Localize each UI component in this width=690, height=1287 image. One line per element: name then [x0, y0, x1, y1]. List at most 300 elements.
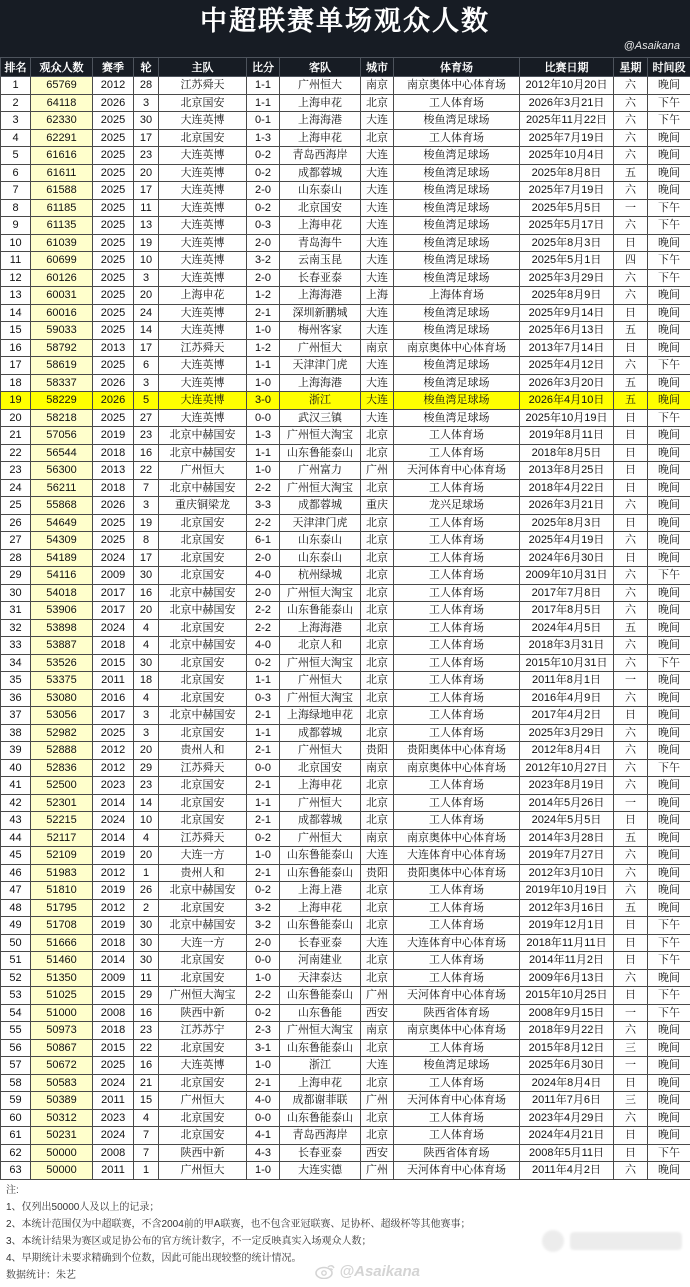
weekday-cell: 六 — [614, 724, 648, 742]
attendance-table — [0, 57, 690, 1180]
date-cell: 2014年3月28日 — [520, 829, 614, 847]
home-team-cell: 大连英博 — [159, 357, 247, 375]
stadium-cell: 梭鱼湾足球场 — [394, 374, 520, 392]
time-slot-cell: 下午 — [648, 1144, 690, 1162]
rank-cell: 21 — [1, 427, 31, 445]
season-cell: 2009 — [93, 567, 134, 585]
attendance-cell: 50000 — [31, 1144, 93, 1162]
season-cell: 2018 — [93, 1022, 134, 1040]
home-team-cell: 大连英博 — [159, 409, 247, 427]
rank-cell: 62 — [1, 1144, 31, 1162]
weekday-cell: 六 — [614, 654, 648, 672]
home-team-cell: 江苏舜天 — [159, 77, 247, 95]
rank-cell: 34 — [1, 654, 31, 672]
home-team-cell: 北京中赫国安 — [159, 479, 247, 497]
table-row — [1, 497, 690, 515]
weekday-cell: 五 — [614, 374, 648, 392]
season-cell: 2025 — [93, 409, 134, 427]
season-cell: 2012 — [93, 742, 134, 760]
round-cell: 3 — [134, 269, 159, 287]
attendance-cell: 51795 — [31, 899, 93, 917]
city-cell: 北京 — [361, 129, 394, 147]
away-team-cell: 广州恒大淘宝 — [280, 689, 361, 707]
score-cell: 1-2 — [247, 287, 280, 305]
date-cell: 2009年6月13日 — [520, 969, 614, 987]
column-header-home-team: 主队 — [159, 58, 247, 77]
score-cell: 2-0 — [247, 549, 280, 567]
season-cell: 2019 — [93, 917, 134, 935]
away-team-cell: 上海申花 — [280, 1074, 361, 1092]
attendance-cell: 58337 — [31, 374, 93, 392]
city-cell: 大连 — [361, 269, 394, 287]
away-team-cell: 大连实德 — [280, 1162, 361, 1180]
round-cell: 13 — [134, 217, 159, 235]
season-cell: 2012 — [93, 864, 134, 882]
stadium-cell: 贵阳奥体中心体育场 — [394, 742, 520, 760]
city-cell: 大连 — [361, 934, 394, 952]
home-team-cell: 北京国安 — [159, 777, 247, 795]
home-team-cell: 贵州人和 — [159, 742, 247, 760]
date-cell: 2018年8月5日 — [520, 444, 614, 462]
date-cell: 2011年7月6日 — [520, 1092, 614, 1110]
time-slot-cell: 晚间 — [648, 1092, 690, 1110]
stadium-cell: 工人体育场 — [394, 479, 520, 497]
rank-cell: 4 — [1, 129, 31, 147]
column-header-round: 轮 — [134, 58, 159, 77]
season-cell: 2016 — [93, 689, 134, 707]
weekday-cell: 六 — [614, 1109, 648, 1127]
author-watermark-top: @Asaikana — [0, 39, 690, 53]
city-cell: 大连 — [361, 199, 394, 217]
away-team-cell: 山东鲁能 — [280, 1004, 361, 1022]
table-row — [1, 304, 690, 322]
weekday-cell: 三 — [614, 1039, 648, 1057]
time-slot-cell: 晚间 — [648, 1109, 690, 1127]
score-cell: 3-0 — [247, 392, 280, 410]
date-cell: 2018年11月11日 — [520, 934, 614, 952]
table-row — [1, 672, 690, 690]
attendance-cell: 50583 — [31, 1074, 93, 1092]
table-row — [1, 269, 690, 287]
weekday-cell: 六 — [614, 847, 648, 865]
score-cell: 3-3 — [247, 497, 280, 515]
table-row — [1, 129, 690, 147]
home-team-cell: 江苏舜天 — [159, 829, 247, 847]
season-cell: 2012 — [93, 77, 134, 95]
attendance-cell: 57056 — [31, 427, 93, 445]
weekday-cell: 五 — [614, 322, 648, 340]
away-team-cell: 杭州绿城 — [280, 567, 361, 585]
score-cell: 2-2 — [247, 514, 280, 532]
city-cell: 北京 — [361, 812, 394, 830]
home-team-cell: 大连英博 — [159, 112, 247, 130]
title-bar — [0, 0, 690, 57]
weekday-cell: 日 — [614, 812, 648, 830]
attendance-cell: 56544 — [31, 444, 93, 462]
rank-cell: 52 — [1, 969, 31, 987]
away-team-cell: 长春亚泰 — [280, 934, 361, 952]
date-cell: 2008年9月15日 — [520, 1004, 614, 1022]
weekday-cell: 日 — [614, 1144, 648, 1162]
city-cell: 大连 — [361, 1057, 394, 1075]
date-cell: 2014年5月26日 — [520, 794, 614, 812]
score-cell: 1-1 — [247, 77, 280, 95]
date-cell: 2025年3月29日 — [520, 269, 614, 287]
round-cell: 16 — [134, 584, 159, 602]
round-cell: 3 — [134, 374, 159, 392]
rank-cell: 26 — [1, 514, 31, 532]
weekday-cell: 五 — [614, 392, 648, 410]
round-cell: 30 — [134, 112, 159, 130]
stadium-cell: 梭鱼湾足球场 — [394, 182, 520, 200]
score-cell: 0-0 — [247, 409, 280, 427]
weekday-cell: 日 — [614, 234, 648, 252]
round-cell: 16 — [134, 444, 159, 462]
date-cell: 2024年4月21日 — [520, 1127, 614, 1145]
away-team-cell: 上海申花 — [280, 899, 361, 917]
home-team-cell: 大连英博 — [159, 304, 247, 322]
score-cell: 0-2 — [247, 147, 280, 165]
score-cell: 2-1 — [247, 777, 280, 795]
stadium-cell: 南京奥体中心体育场 — [394, 759, 520, 777]
season-cell: 2026 — [93, 374, 134, 392]
weekday-cell: 日 — [614, 952, 648, 970]
score-cell: 1-3 — [247, 129, 280, 147]
rank-cell: 36 — [1, 689, 31, 707]
stadium-cell: 工人体育场 — [394, 794, 520, 812]
round-cell: 14 — [134, 794, 159, 812]
home-team-cell: 北京国安 — [159, 689, 247, 707]
date-cell: 2026年3月21日 — [520, 497, 614, 515]
weekday-cell: 六 — [614, 689, 648, 707]
season-cell: 2018 — [93, 479, 134, 497]
away-team-cell: 成都蓉城 — [280, 724, 361, 742]
city-cell: 贵阳 — [361, 864, 394, 882]
time-slot-cell: 晚间 — [648, 479, 690, 497]
footnote-line: 3、本统计结果为赛区或足协公布的官方统计数字，不一定反映真实入场观众人数； — [6, 1236, 684, 1248]
date-cell: 2025年6月13日 — [520, 322, 614, 340]
time-slot-cell: 晚间 — [648, 164, 690, 182]
home-team-cell: 广州恒大 — [159, 1162, 247, 1180]
home-team-cell: 北京中赫国安 — [159, 427, 247, 445]
away-team-cell: 上海申花 — [280, 94, 361, 112]
table-row — [1, 409, 690, 427]
date-cell: 2026年3月20日 — [520, 374, 614, 392]
score-cell: 0-2 — [247, 829, 280, 847]
attendance-cell: 52117 — [31, 829, 93, 847]
stadium-cell: 梭鱼湾足球场 — [394, 357, 520, 375]
city-cell: 北京 — [361, 707, 394, 725]
round-cell: 17 — [134, 549, 159, 567]
attendance-cell: 52215 — [31, 812, 93, 830]
stadium-cell: 天河体育中心体育场 — [394, 462, 520, 480]
away-team-cell: 山东泰山 — [280, 532, 361, 550]
time-slot-cell: 下午 — [648, 759, 690, 777]
time-slot-cell: 下午 — [648, 934, 690, 952]
city-cell: 北京 — [361, 549, 394, 567]
away-team-cell: 山东鲁能泰山 — [280, 917, 361, 935]
rank-cell: 30 — [1, 584, 31, 602]
away-team-cell: 成都蓉城 — [280, 164, 361, 182]
season-cell: 2025 — [93, 724, 134, 742]
table-row — [1, 1092, 690, 1110]
score-cell: 1-1 — [247, 672, 280, 690]
round-cell: 2 — [134, 899, 159, 917]
stadium-cell: 工人体育场 — [394, 637, 520, 655]
city-cell: 北京 — [361, 672, 394, 690]
stadium-cell: 贵阳奥体中心体育场 — [394, 864, 520, 882]
round-cell: 29 — [134, 987, 159, 1005]
time-slot-cell: 晚间 — [648, 742, 690, 760]
home-team-cell: 广州恒大 — [159, 462, 247, 480]
away-team-cell: 天津泰达 — [280, 969, 361, 987]
season-cell: 2015 — [93, 1039, 134, 1057]
home-team-cell: 重庆铜梁龙 — [159, 497, 247, 515]
score-cell: 1-0 — [247, 1162, 280, 1180]
notes-label: 注: — [6, 1185, 684, 1197]
score-cell: 2-2 — [247, 619, 280, 637]
weekday-cell: 日 — [614, 427, 648, 445]
attendance-cell: 54189 — [31, 549, 93, 567]
score-cell: 2-1 — [247, 1074, 280, 1092]
score-cell: 2-0 — [247, 269, 280, 287]
date-cell: 2017年8月5日 — [520, 602, 614, 620]
table-row — [1, 934, 690, 952]
away-team-cell: 上海申花 — [280, 217, 361, 235]
footnotes — [0, 1180, 690, 1282]
attendance-cell: 53887 — [31, 637, 93, 655]
table-row — [1, 479, 690, 497]
city-cell: 大连 — [361, 409, 394, 427]
home-team-cell: 大连英博 — [159, 322, 247, 340]
score-cell: 0-2 — [247, 882, 280, 900]
rank-cell: 39 — [1, 742, 31, 760]
score-cell: 1-2 — [247, 339, 280, 357]
round-cell: 30 — [134, 934, 159, 952]
rank-cell: 58 — [1, 1074, 31, 1092]
stadium-cell: 工人体育场 — [394, 602, 520, 620]
rank-cell: 35 — [1, 672, 31, 690]
footnote-line: 4、早期统计未要求精确到个位数，因此可能出现较整的统计情况。 — [6, 1253, 684, 1265]
weekday-cell: 六 — [614, 287, 648, 305]
time-slot-cell: 晚间 — [648, 672, 690, 690]
rank-cell: 3 — [1, 112, 31, 130]
round-cell: 7 — [134, 1144, 159, 1162]
score-cell: 0-2 — [247, 654, 280, 672]
date-cell: 2025年9月14日 — [520, 304, 614, 322]
time-slot-cell: 晚间 — [648, 77, 690, 95]
date-cell: 2025年7月19日 — [520, 129, 614, 147]
round-cell: 30 — [134, 917, 159, 935]
stadium-cell: 工人体育场 — [394, 584, 520, 602]
weekday-cell: 日 — [614, 514, 648, 532]
time-slot-cell: 下午 — [648, 199, 690, 217]
city-cell: 南京 — [361, 1022, 394, 1040]
weekday-cell: 一 — [614, 794, 648, 812]
score-cell: 1-0 — [247, 322, 280, 340]
rank-cell: 29 — [1, 567, 31, 585]
season-cell: 2025 — [93, 129, 134, 147]
date-cell: 2025年8月3日 — [520, 234, 614, 252]
rank-cell: 32 — [1, 619, 31, 637]
round-cell: 3 — [134, 497, 159, 515]
stadium-cell: 工人体育场 — [394, 777, 520, 795]
stadium-cell: 梭鱼湾足球场 — [394, 269, 520, 287]
table-row — [1, 724, 690, 742]
rank-cell: 47 — [1, 882, 31, 900]
table-row — [1, 147, 690, 165]
weekday-cell: 六 — [614, 94, 648, 112]
away-team-cell: 成都谢菲联 — [280, 1092, 361, 1110]
attendance-cell: 50672 — [31, 1057, 93, 1075]
corner-watermark — [542, 1228, 682, 1254]
table-row — [1, 777, 690, 795]
rank-cell: 41 — [1, 777, 31, 795]
time-slot-cell: 晚间 — [648, 794, 690, 812]
weekday-cell: 五 — [614, 899, 648, 917]
time-slot-cell: 晚间 — [648, 514, 690, 532]
time-slot-cell: 晚间 — [648, 777, 690, 795]
city-cell: 大连 — [361, 234, 394, 252]
stadium-cell: 工人体育场 — [394, 899, 520, 917]
time-slot-cell: 晚间 — [648, 304, 690, 322]
season-cell: 2025 — [93, 514, 134, 532]
rank-cell: 49 — [1, 917, 31, 935]
time-slot-cell: 晚间 — [648, 812, 690, 830]
away-team-cell: 上海申花 — [280, 129, 361, 147]
away-team-cell: 广州恒大 — [280, 672, 361, 690]
season-cell: 2025 — [93, 112, 134, 130]
city-cell: 大连 — [361, 164, 394, 182]
time-slot-cell: 晚间 — [648, 689, 690, 707]
season-cell: 2014 — [93, 829, 134, 847]
score-cell: 0-3 — [247, 689, 280, 707]
city-cell: 广州 — [361, 1092, 394, 1110]
time-slot-cell: 晚间 — [648, 707, 690, 725]
attendance-cell: 50867 — [31, 1039, 93, 1057]
season-cell: 2026 — [93, 392, 134, 410]
round-cell: 23 — [134, 147, 159, 165]
round-cell: 23 — [134, 427, 159, 445]
time-slot-cell: 下午 — [648, 1004, 690, 1022]
city-cell: 北京 — [361, 567, 394, 585]
rank-cell: 48 — [1, 899, 31, 917]
attendance-cell: 61611 — [31, 164, 93, 182]
away-team-cell: 上海海港 — [280, 287, 361, 305]
table-row — [1, 829, 690, 847]
weekday-cell: 六 — [614, 567, 648, 585]
time-slot-cell: 晚间 — [648, 899, 690, 917]
table-row — [1, 952, 690, 970]
attendance-cell: 56211 — [31, 479, 93, 497]
weekday-cell: 六 — [614, 269, 648, 287]
round-cell: 20 — [134, 847, 159, 865]
season-cell: 2025 — [93, 287, 134, 305]
round-cell: 4 — [134, 689, 159, 707]
rank-cell: 1 — [1, 77, 31, 95]
round-cell: 11 — [134, 969, 159, 987]
attendance-cell: 62330 — [31, 112, 93, 130]
attendance-cell: 58229 — [31, 392, 93, 410]
weekday-cell: 日 — [614, 304, 648, 322]
city-cell: 北京 — [361, 1127, 394, 1145]
date-cell: 2024年4月5日 — [520, 619, 614, 637]
stadium-cell: 大连体育中心体育场 — [394, 847, 520, 865]
score-cell: 3-2 — [247, 917, 280, 935]
time-slot-cell: 晚间 — [648, 619, 690, 637]
attendance-cell: 60016 — [31, 304, 93, 322]
score-cell: 2-1 — [247, 304, 280, 322]
round-cell: 16 — [134, 1004, 159, 1022]
stadium-cell: 工人体育场 — [394, 707, 520, 725]
time-slot-cell: 晚间 — [648, 392, 690, 410]
home-team-cell: 北京国安 — [159, 514, 247, 532]
city-cell: 大连 — [361, 112, 394, 130]
table-row — [1, 427, 690, 445]
score-cell: 2-0 — [247, 182, 280, 200]
time-slot-cell: 下午 — [648, 654, 690, 672]
rank-cell: 31 — [1, 602, 31, 620]
date-cell: 2016年4月9日 — [520, 689, 614, 707]
date-cell: 2013年7月14日 — [520, 339, 614, 357]
score-cell: 1-0 — [247, 374, 280, 392]
city-cell: 西安 — [361, 1004, 394, 1022]
home-team-cell: 北京国安 — [159, 567, 247, 585]
table-row — [1, 357, 690, 375]
rank-cell: 5 — [1, 147, 31, 165]
home-team-cell: 大连英博 — [159, 182, 247, 200]
season-cell: 2008 — [93, 1144, 134, 1162]
home-team-cell: 北京国安 — [159, 94, 247, 112]
rank-cell: 45 — [1, 847, 31, 865]
table-row — [1, 882, 690, 900]
city-cell: 北京 — [361, 479, 394, 497]
city-cell: 贵阳 — [361, 742, 394, 760]
round-cell: 26 — [134, 882, 159, 900]
score-cell: 0-0 — [247, 759, 280, 777]
table-row — [1, 567, 690, 585]
table-row — [1, 199, 690, 217]
home-team-cell: 北京国安 — [159, 532, 247, 550]
season-cell: 2025 — [93, 532, 134, 550]
time-slot-cell: 下午 — [648, 917, 690, 935]
weekday-cell: 三 — [614, 1092, 648, 1110]
attendance-cell: 54018 — [31, 584, 93, 602]
round-cell: 10 — [134, 812, 159, 830]
score-cell: 2-0 — [247, 584, 280, 602]
round-cell: 8 — [134, 532, 159, 550]
round-cell: 7 — [134, 1127, 159, 1145]
footnote-line: 1、仅列出50000人及以上的记录； — [6, 1202, 684, 1214]
stadium-cell: 工人体育场 — [394, 532, 520, 550]
stadium-cell: 南京奥体中心体育场 — [394, 1022, 520, 1040]
stadium-cell: 龙兴足球场 — [394, 497, 520, 515]
date-cell: 2012年10月20日 — [520, 77, 614, 95]
time-slot-cell: 晚间 — [648, 847, 690, 865]
corner-watermark-icon — [542, 1230, 564, 1252]
rank-cell: 25 — [1, 497, 31, 515]
date-cell: 2025年8月8日 — [520, 164, 614, 182]
season-cell: 2012 — [93, 759, 134, 777]
city-cell: 北京 — [361, 619, 394, 637]
city-cell: 北京 — [361, 427, 394, 445]
rank-cell: 13 — [1, 287, 31, 305]
date-cell: 2019年8月11日 — [520, 427, 614, 445]
home-team-cell: 大连英博 — [159, 392, 247, 410]
table-row — [1, 549, 690, 567]
city-cell: 北京 — [361, 532, 394, 550]
weekday-cell: 日 — [614, 1074, 648, 1092]
